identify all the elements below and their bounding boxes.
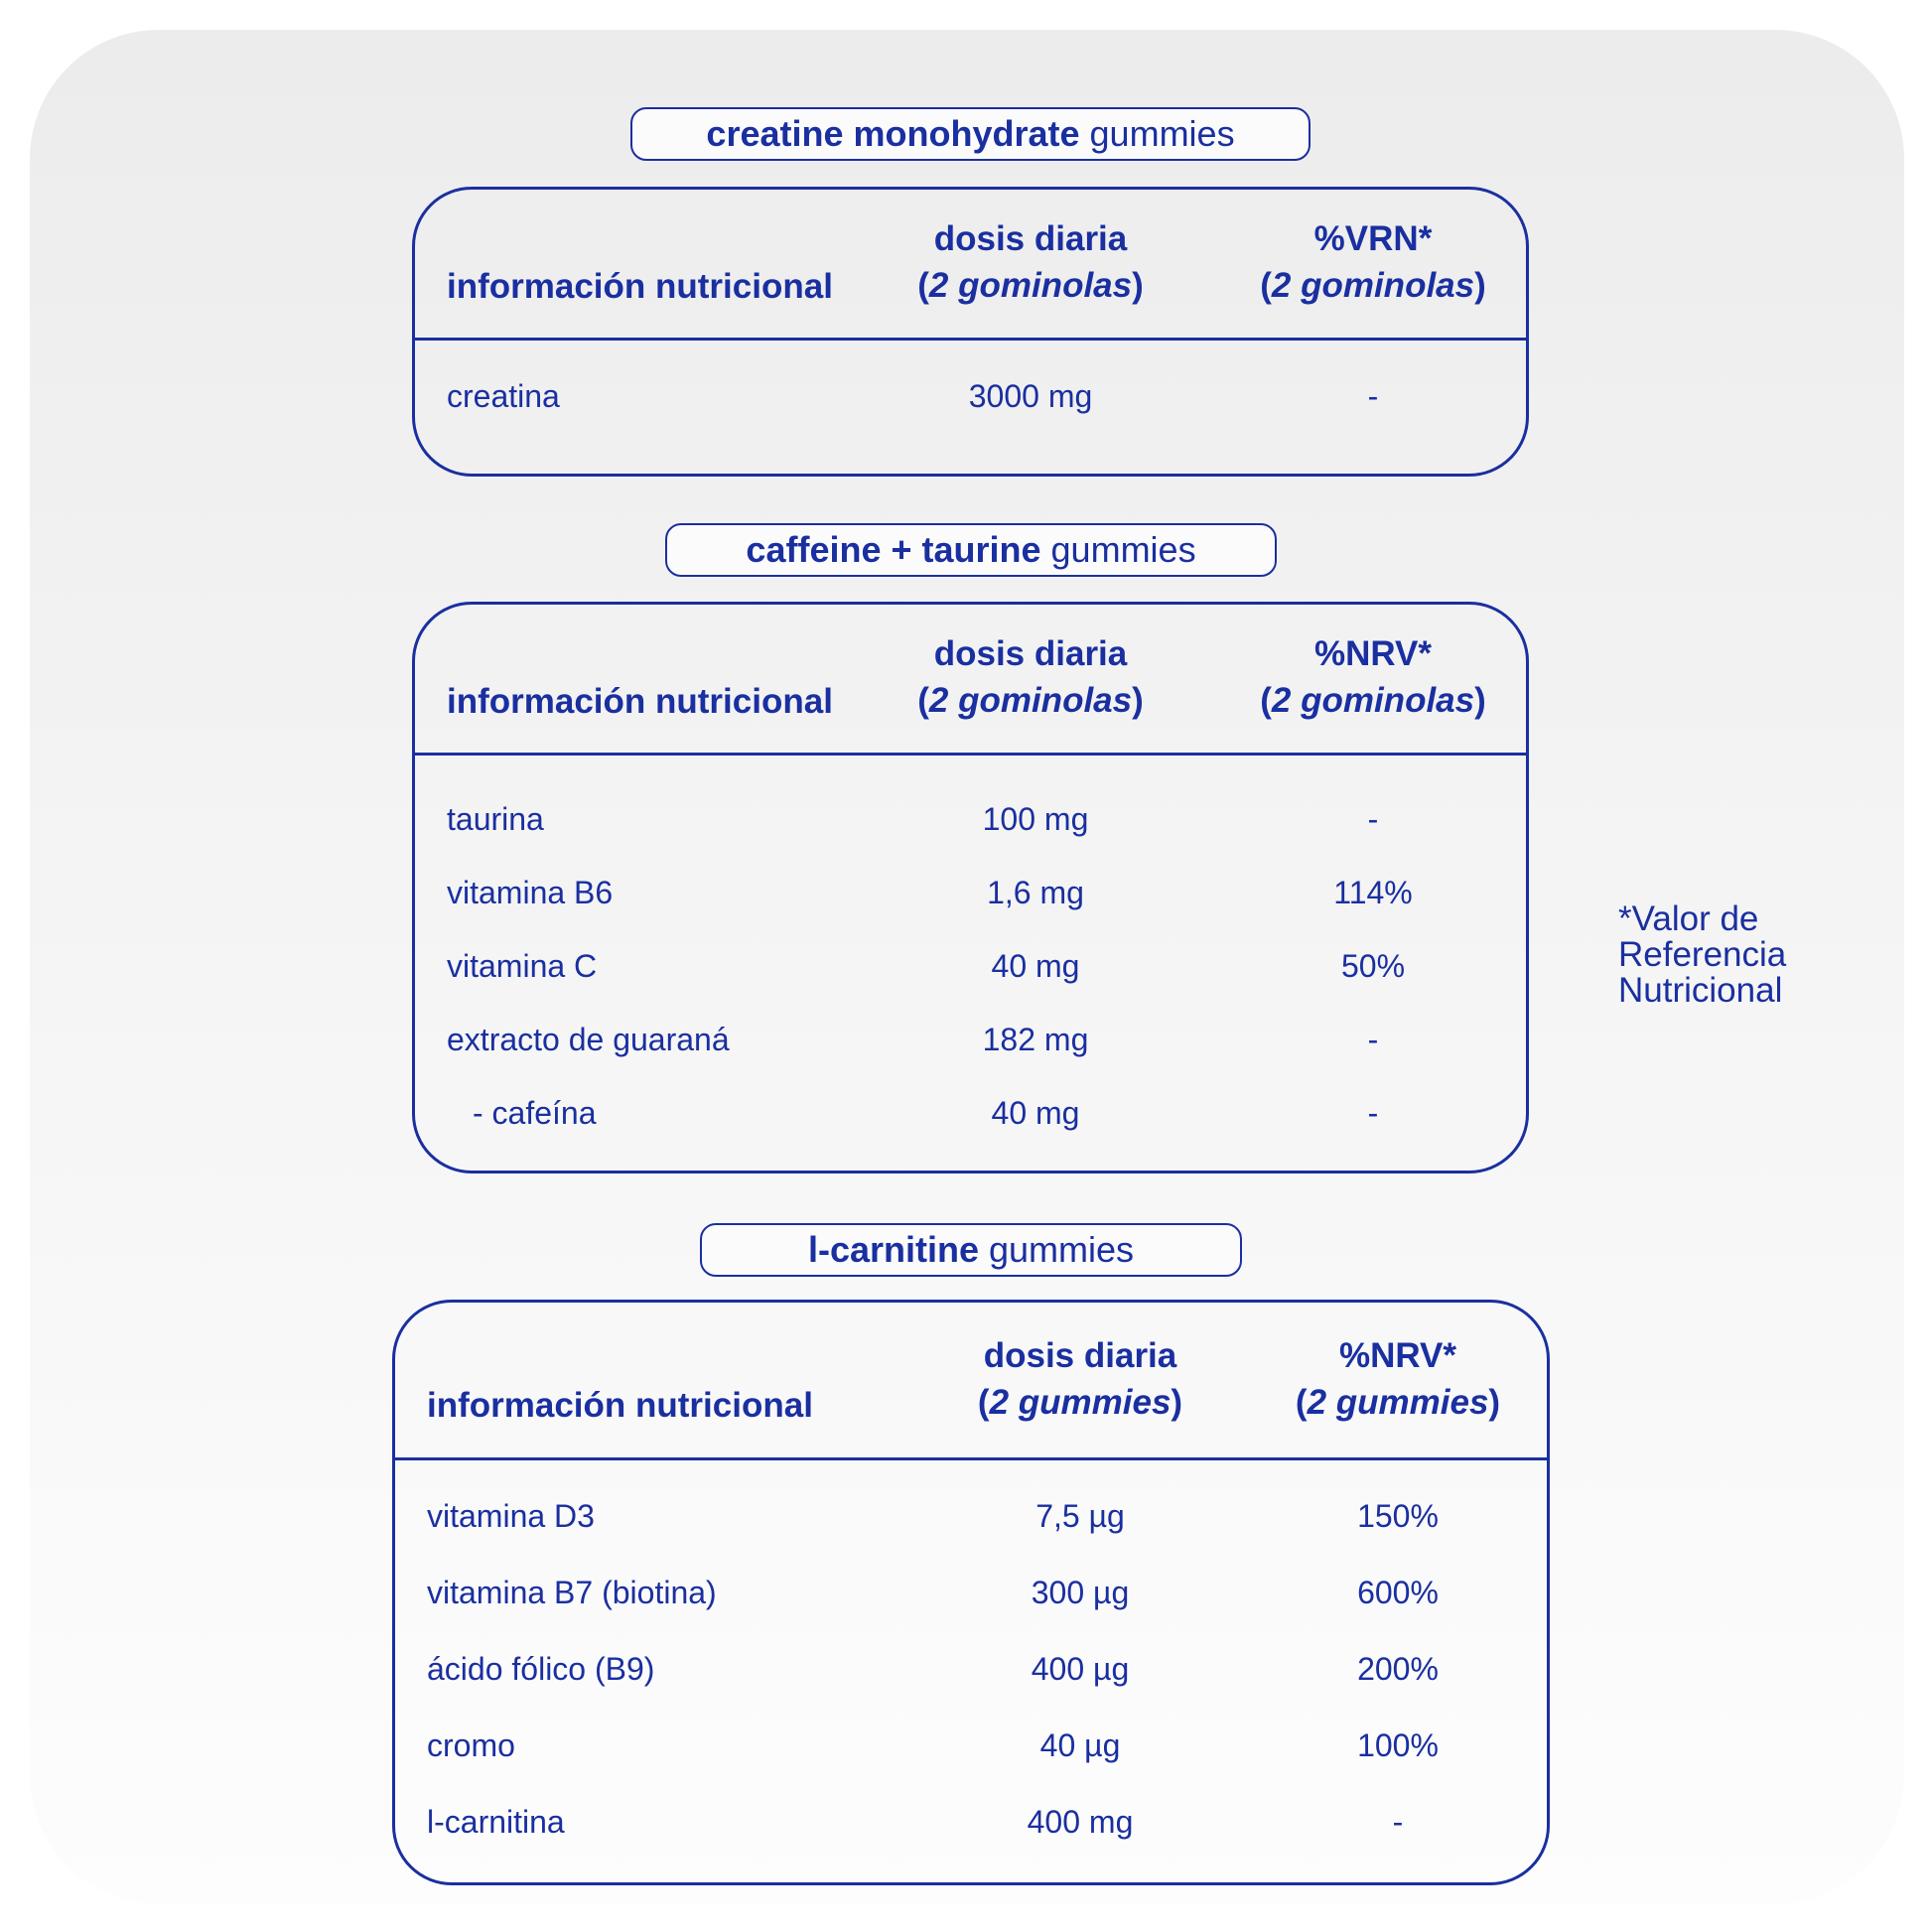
- product-title-regular: gummies: [989, 1229, 1135, 1270]
- nutrient-name: creatina: [447, 378, 560, 414]
- reference-value-footnote: *Valor de Referencia Nutricional: [1618, 899, 1787, 1010]
- product-title-bold: creatine monohydrate: [706, 113, 1080, 154]
- table-row: [415, 868, 1526, 917]
- table-header: [395, 1303, 1547, 1460]
- table-row: [395, 1568, 1547, 1617]
- header-dose: dosis diaria (2 gummies): [977, 1336, 1183, 1422]
- nutrient-dose: 182 mg: [982, 1022, 1089, 1057]
- nutrient-name: extracto de guaraná: [447, 1022, 730, 1057]
- product-title-caffeine-taurine: [665, 523, 1277, 577]
- header-reference-value: %NRV* (2 gominolas): [1260, 634, 1486, 720]
- product-title-l-carnitine: [700, 1223, 1242, 1277]
- nutrient-percent: -: [1367, 378, 1379, 414]
- nutrient-dose: 400 µg: [1031, 1651, 1130, 1687]
- table-row: [395, 1644, 1547, 1694]
- nutrient-percent: -: [1392, 1804, 1404, 1840]
- nutrient-dose: 300 µg: [1031, 1575, 1130, 1610]
- nutrient-percent: -: [1367, 1022, 1379, 1057]
- nutrient-dose: 400 mg: [1027, 1804, 1134, 1840]
- header-reference-value: %NRV* (2 gummies): [1295, 1336, 1501, 1422]
- product-title-regular: gummies: [1089, 113, 1235, 154]
- product-title-creatine: [630, 107, 1311, 161]
- header-label: información nutricional: [447, 267, 833, 306]
- nutrient-dose: 40 mg: [991, 1095, 1080, 1131]
- nutrient-name: - cafeína: [473, 1095, 597, 1131]
- nutrient-percent: 600%: [1357, 1575, 1439, 1610]
- table-row: [395, 1797, 1547, 1847]
- nutrient-dose: 100 mg: [982, 801, 1089, 837]
- nutrition-table-creatine: [412, 187, 1529, 477]
- nutrient-percent: 114%: [1333, 875, 1413, 910]
- nutrient-percent: 200%: [1357, 1651, 1439, 1687]
- header-label: información nutricional: [427, 1386, 813, 1425]
- nutrient-dose: 40 mg: [991, 948, 1080, 984]
- table-header: [415, 605, 1526, 756]
- nutrient-name: vitamina C: [447, 948, 598, 984]
- nutrient-dose: 1,6 mg: [987, 875, 1084, 910]
- product-title-bold: l-carnitine: [807, 1229, 979, 1270]
- nutrient-name: cromo: [427, 1727, 515, 1763]
- nutrient-name: vitamina D3: [427, 1498, 595, 1534]
- header-dose: dosis diaria (2 gominolas): [917, 634, 1144, 720]
- nutrition-table-l-carnitine: [392, 1300, 1550, 1885]
- nutrition-table-caffeine-taurine: [412, 602, 1529, 1173]
- nutrient-percent: -: [1367, 1095, 1379, 1131]
- nutrient-dose: 3000 mg: [968, 378, 1093, 414]
- header-dose: dosis diaria (2 gominolas): [917, 219, 1144, 305]
- table-row: [415, 371, 1526, 421]
- table-row: [395, 1491, 1547, 1541]
- nutrient-percent: 100%: [1357, 1727, 1439, 1763]
- header-label: información nutricional: [447, 682, 833, 721]
- product-title-regular: gummies: [1050, 529, 1196, 570]
- nutrient-dose: 7,5 µg: [1035, 1498, 1125, 1534]
- nutrient-name: l-carnitina: [427, 1804, 565, 1840]
- product-title-bold: caffeine + taurine: [746, 529, 1041, 570]
- nutrient-name: vitamina B6: [447, 875, 614, 910]
- table-row: [415, 1088, 1526, 1138]
- nutrient-percent: 150%: [1357, 1498, 1439, 1534]
- table-row: [415, 794, 1526, 844]
- nutrient-dose: 40 µg: [1039, 1727, 1121, 1763]
- header-reference-value: %VRN* (2 gominolas): [1260, 219, 1486, 305]
- nutrient-name: vitamina B7 (biotina): [427, 1575, 717, 1610]
- nutrient-percent: 50%: [1340, 948, 1406, 984]
- nutrient-name: ácido fólico (B9): [427, 1651, 655, 1687]
- table-row: [415, 1015, 1526, 1064]
- table-row: [415, 941, 1526, 991]
- nutrient-percent: -: [1367, 801, 1379, 837]
- table-row: [395, 1721, 1547, 1770]
- table-header: [415, 190, 1526, 341]
- nutrient-name: taurina: [447, 801, 544, 837]
